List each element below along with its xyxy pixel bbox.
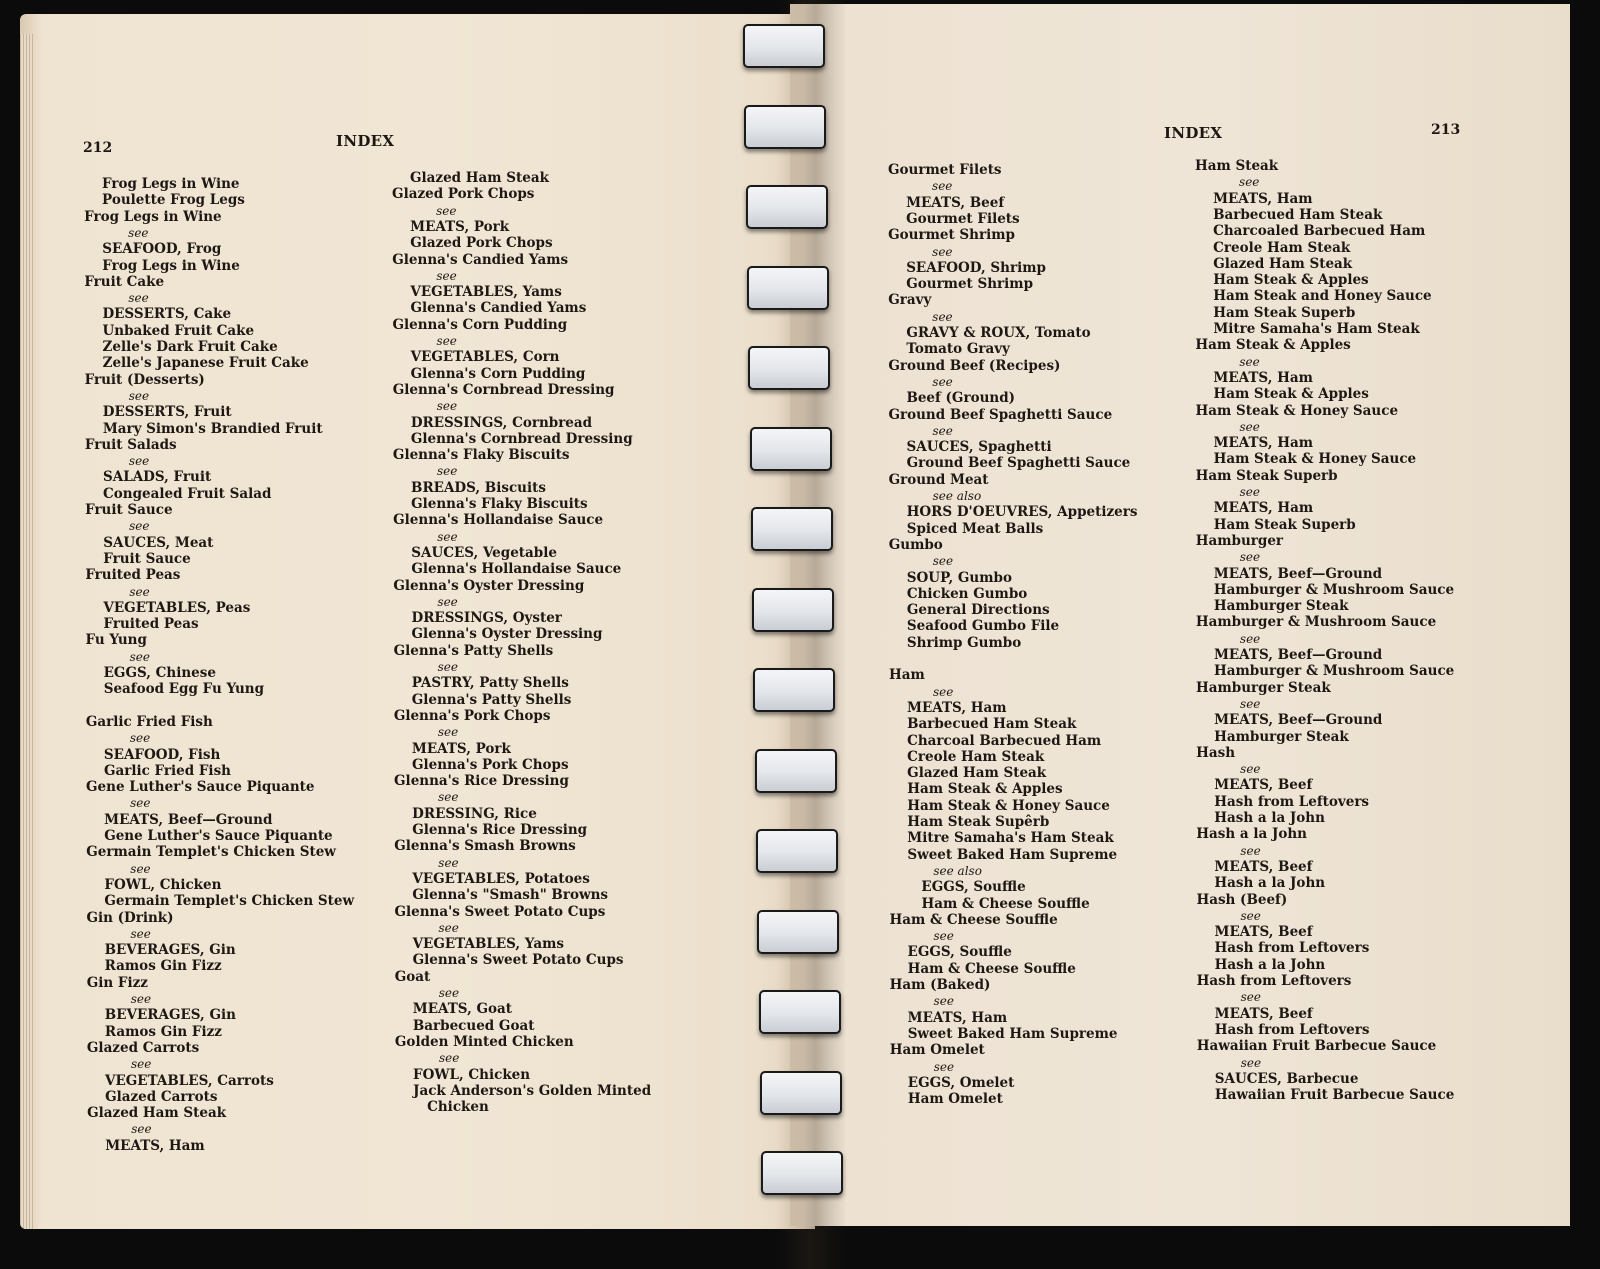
index-entry: Ground Beef Spaghetti Sauce [888, 406, 1113, 423]
see-reference-label: see [129, 649, 150, 664]
binding-ring [753, 668, 835, 712]
index-subentry: Glazed Pork Chops [410, 235, 553, 252]
index-subentry: MEATS, Goat [412, 1001, 512, 1018]
index-subentry: MEATS, Beef—Ground [1214, 712, 1383, 729]
index-entry: Ham (Baked) [889, 977, 991, 993]
index-subentry: DESSERTS, Fruit [102, 404, 232, 421]
see-reference-label: see [932, 374, 953, 389]
index-subentry: Ham & Cheese Souffle [907, 960, 1076, 977]
index-subentry: EGGS, Souffle [921, 879, 1026, 896]
index-subentry: Charcoal Barbecued Ham [907, 732, 1102, 749]
page-number: 212 [83, 140, 113, 156]
index-subentry: Fruited Peas [103, 616, 199, 633]
index-subentry: VEGETABLES, Carrots [105, 1072, 274, 1089]
index-subentry: MEATS, Beef [1214, 924, 1313, 941]
index-subentry: MEATS, Pork [410, 218, 510, 235]
see-reference-label: see [129, 584, 150, 599]
index-subentry: VEGETABLES, Potatoes [412, 870, 590, 887]
binding-ring [748, 346, 830, 390]
index-entry: Germain Templet's Chicken Stew [86, 844, 336, 861]
left-page [20, 14, 815, 1229]
index-entry: Frog Legs in Wine [84, 208, 222, 225]
index-subentry: PASTRY, Patty Shells [411, 675, 569, 692]
index-entry: Hash a la John [1196, 826, 1307, 843]
index-subentry: Barbecued Ham Steak [1213, 206, 1383, 223]
index-entry: Glenna's Hollandaise Sauce [393, 512, 604, 529]
index-subentry: Glazed Carrots [105, 1088, 218, 1105]
index-subentry: Charcoaled Barbecued Ham [1213, 223, 1426, 240]
index-subentry: Seafood Egg Fu Yung [103, 681, 265, 698]
index-subentry: Jack Anderson's Golden Minted [413, 1082, 652, 1099]
index-entry: Garlic Fried Fish [85, 713, 213, 730]
index-subentry: SEAFOOD, Fish [103, 746, 221, 763]
binding-ring [757, 910, 839, 954]
see-reference-label: see [438, 986, 460, 1000]
binding-ring [756, 829, 838, 873]
see-reference-label: see [436, 268, 457, 283]
index-entry: Glenna's Sweet Potato Cups [394, 903, 606, 920]
index-subentry: Shrimp Gumbo [906, 634, 1022, 651]
index-subentry: Hash from Leftovers [1214, 793, 1370, 810]
index-subentry: Zelle's Japanese Fruit Cake [102, 355, 309, 372]
see-reference-label: see [436, 399, 458, 414]
index-subentry: MEATS, Beef [1214, 777, 1313, 794]
index-entry: Gumbo [888, 536, 943, 553]
index-subentry: Creole Ham Steak [907, 748, 1045, 765]
index-subentry: Glenna's Oyster Dressing [411, 626, 603, 643]
index-entry: Gourmet Shrimp [888, 227, 1015, 244]
see-reference-label: see [437, 725, 459, 740]
binding-ring [750, 427, 832, 471]
index-subentry: Gourmet Filets [906, 210, 1020, 227]
index-subentry: MEATS, Ham [907, 699, 1007, 716]
index-entry: Gene Luther's Sauce Piquante [86, 779, 315, 796]
index-entry: Hamburger Steak [1196, 679, 1331, 696]
see-reference-label: see [932, 309, 953, 324]
index-subentry: MEATS, Beef [1214, 1005, 1313, 1022]
see-reference-label: see [437, 660, 459, 674]
see-reference-label: see [1240, 990, 1261, 1005]
index-subentry: Hamburger & Mushroom Sauce [1213, 663, 1455, 680]
index-subentry: Glenna's Corn Pudding [410, 365, 586, 382]
index-subentry: Glenna's Patty Shells [411, 691, 572, 708]
index-subentry: Mary Simon's Brandied Fruit [102, 420, 323, 437]
binding-ring [760, 1071, 842, 1115]
index-subentry: Unbaked Fruit Cake [102, 322, 255, 339]
index-entry: Hash from Leftovers [1196, 973, 1352, 989]
binding-ring [746, 185, 828, 229]
index-subentry: MEATS, Beef—Ground [104, 811, 273, 828]
index-subentry: Germain Templet's Chicken Stew [104, 893, 355, 910]
index-entry: Fu Yung [85, 632, 147, 649]
index-subentry: Mitre Samaha's Ham Steak [907, 830, 1114, 847]
index-subentry: Ramos Gin Fizz [104, 958, 222, 975]
index-subentry: Ham Steak & Apples [1213, 272, 1369, 289]
spiral-binding [755, 0, 865, 1269]
see-reference-label: see [932, 423, 953, 438]
index-subentry: Barbecued Goat [412, 1017, 535, 1034]
index-subentry: Gourmet Shrimp [906, 276, 1034, 293]
see-reference-label: see [437, 594, 458, 609]
binding-ring [755, 749, 837, 793]
see-reference-label: see [1239, 550, 1261, 565]
see-reference-label: see [128, 291, 149, 306]
index-subentry: MEATS, Beef [906, 194, 1005, 211]
index-subentry: Hash from Leftovers [1214, 1021, 1370, 1038]
index-subentry: Hamburger Steak [1214, 728, 1349, 745]
index-subentry: HORS D'OEUVRES, Appetizers [906, 504, 1138, 521]
see-reference-label: see [1239, 631, 1261, 646]
index-subentry: Sweet Baked Ham Supreme [907, 1025, 1118, 1042]
index-subentry: Glenna's Flaky Biscuits [411, 496, 588, 512]
see-reference-label: see [933, 684, 954, 699]
index-subentry: Ramos Gin Fizz [104, 1023, 222, 1040]
index-subentry: Hamburger Steak [1213, 598, 1349, 615]
see-reference-label: see [130, 926, 151, 941]
see-reference-label: see [130, 1057, 152, 1072]
see-reference-label: see [1240, 908, 1261, 923]
index-subentry: Ham Omelet [907, 1091, 1003, 1108]
index-entry: Golden Minted Chicken [394, 1033, 574, 1050]
see-reference-label: see [932, 179, 953, 194]
index-subentry: SOUP, Gumbo [906, 569, 1012, 586]
index-subentry: Ham Steak & Honey Sauce [907, 797, 1110, 814]
index-entry: Glazed Carrots [86, 1039, 200, 1056]
see-reference-label: see [933, 1059, 955, 1074]
index-subentry: Ground Beef Spaghetti Sauce [906, 455, 1131, 472]
binding-ring [752, 588, 834, 632]
index-subentry: Poulette Frog Legs [102, 192, 245, 209]
index-entry: Ham & Cheese Souffle [889, 911, 1058, 928]
see-reference-label: see [436, 464, 458, 479]
index-entry: Ground Beef (Recipes) [888, 357, 1061, 374]
index-subentry: SEAFOOD, Shrimp [906, 259, 1046, 276]
index-subentry: Ham Steak Superb [1213, 304, 1356, 321]
index-subentry: Ham Steak & Apples [1213, 386, 1369, 403]
index-subentry: SALADS, Fruit [102, 469, 212, 486]
index-subentry: SEAFOOD, Frog [102, 241, 222, 258]
index-subentry: Ham Steak & Honey Sauce [1213, 451, 1417, 468]
index-subentry: VEGETABLES, Peas [103, 599, 251, 616]
index-entry: Gin Fizz [86, 974, 148, 991]
index-subentry: Hash a la John [1214, 956, 1326, 973]
right-page [790, 4, 1570, 1226]
index-subentry: MEATS, Beef—Ground [1213, 647, 1383, 663]
index-entry: Glenna's Cornbread Dressing [392, 381, 615, 398]
see-reference-label: see [130, 796, 151, 811]
index-subentry: Seafood Gumbo File [906, 618, 1060, 635]
index-entry: Glenna's Flaky Biscuits [392, 447, 570, 464]
index-subentry: MEATS, Beef [1214, 858, 1313, 875]
index-subentry: SAUCES, Spaghetti [906, 439, 1052, 456]
index-subentry: Tomato Gravy [906, 341, 1010, 358]
see-reference-label: see [1240, 1055, 1262, 1070]
index-subentry: MEATS, Ham [1213, 435, 1314, 452]
binding-ring [759, 990, 841, 1034]
index-entry: Glenna's Patty Shells [393, 642, 554, 659]
index-subentry: EGGS, Omelet [907, 1074, 1015, 1091]
index-entry: Glenna's Oyster Dressing [393, 577, 585, 594]
binding-ring [761, 1151, 843, 1195]
see-reference-label: see [128, 454, 150, 469]
see-reference-label: see also [932, 489, 982, 503]
see-reference-label: see [932, 554, 954, 569]
index-subentry: VEGETABLES, Yams [412, 936, 565, 953]
index-subentry: EGGS, Chinese [103, 665, 216, 681]
see-reference-label: see [128, 225, 149, 240]
see-reference-label: see [436, 203, 457, 218]
index-subentry: SAUCES, Vegetable [411, 544, 557, 561]
index-entry: Fruit (Desserts) [84, 371, 205, 388]
see-reference-label: see also [933, 863, 982, 878]
index-subentry: DESSERTS, Cake [102, 306, 232, 323]
index-entry: Hash [1196, 744, 1236, 761]
index-subentry: Fruit Sauce [103, 550, 191, 567]
index-subentry: SAUCES, Barbecue [1214, 1070, 1359, 1087]
index-entry: Goat [394, 968, 431, 985]
index-subentry: BEVERAGES, Gin [104, 942, 236, 959]
index-subentry: Congealed Fruit Salad [103, 485, 272, 502]
index-subentry: Spiced Meat Balls [906, 520, 1044, 537]
index-subentry: Frog Legs in Wine [102, 176, 240, 192]
page-heading: INDEX [336, 132, 395, 150]
see-reference-label: see [933, 994, 954, 1009]
index-subentry: Ham Steak and Honey Sauce [1213, 288, 1432, 305]
index-subentry: EGGS, Souffle [907, 944, 1012, 961]
index-entry: Gourmet Filets [888, 162, 1002, 178]
index-subentry: MEATS, Ham [1213, 190, 1313, 207]
see-reference-label: see [1240, 843, 1261, 858]
index-subentry: BREADS, Biscuits [411, 479, 546, 496]
index-subentry: DRESSINGS, Cornbread [410, 414, 593, 431]
binding-ring [743, 24, 825, 68]
index-entry: Glenna's Smash Browns [394, 838, 576, 855]
index-subentry: Glazed Ham Steak [907, 765, 1047, 782]
index-subentry: MEATS, Beef—Ground [1213, 565, 1383, 582]
index-entry: Fruited Peas [85, 567, 181, 584]
binding-ring [744, 105, 826, 149]
see-reference-label: see [933, 929, 954, 944]
index-subentry: VEGETABLES, Corn [410, 349, 560, 366]
index-subentry: Hash a la John [1214, 810, 1325, 826]
index-entry: Fruit Salads [84, 436, 177, 453]
see-reference-label: see [129, 519, 150, 534]
index-subentry: Hamburger & Mushroom Sauce [1213, 581, 1455, 598]
index-entry: Ham Steak Superb [1195, 467, 1338, 484]
index-entry: Ham [888, 667, 925, 684]
index-entry: Glazed Pork Chops [392, 186, 535, 203]
index-entry: Glenna's Corn Pudding [392, 316, 568, 333]
page-number: 213 [1431, 122, 1461, 138]
index-entry: Ham Steak [1195, 158, 1279, 174]
index-subentry: Zelle's Dark Fruit Cake [102, 339, 278, 355]
index-entry: Glenna's Pork Chops [393, 707, 551, 724]
see-reference-label: see [1239, 419, 1260, 434]
binding-ring [747, 266, 829, 310]
see-reference-label: see [438, 920, 459, 935]
index-subentry: Glenna's Cornbread Dressing [410, 430, 633, 447]
index-subentry: BEVERAGES, Gin [104, 1007, 236, 1024]
page-heading: INDEX [1164, 124, 1223, 142]
index-entry: Ham Steak & Apples [1195, 337, 1351, 354]
index-entry: Glenna's Rice Dressing [394, 773, 569, 790]
see-reference-label: see [438, 855, 459, 870]
index-subentry: MEATS, Ham [907, 1009, 1008, 1026]
index-subentry: Glenna's Candied Yams [410, 300, 587, 317]
index-subentry: MEATS, Ham [1213, 500, 1314, 517]
index-entry: Gravy [888, 292, 932, 309]
index-subentry: MEATS, Pork [411, 740, 511, 757]
index-subentry: Glenna's Pork Chops [411, 756, 569, 773]
index-subentry: GRAVY & ROUX, Tomato [906, 325, 1091, 341]
index-entry: Glazed Ham Steak [87, 1105, 227, 1122]
see-reference-label: see [1240, 762, 1261, 777]
index-subentry: Hash from Leftovers [1214, 940, 1370, 957]
index-subentry: Frog Legs in Wine [102, 257, 240, 274]
page-edge [20, 34, 34, 1229]
index-subentry: Sweet Baked Ham Supreme [907, 846, 1118, 863]
see-reference-label: see [1239, 354, 1260, 369]
index-subentry: FOWL, Chicken [413, 1066, 531, 1083]
index-subentry: Hash a la John [1214, 875, 1326, 892]
index-entry: Fruit Cake [84, 273, 165, 290]
binding-ring [751, 507, 833, 551]
index-subentry: Glenna's Sweet Potato Cups [412, 952, 624, 969]
index-entry: Ground Meat [888, 471, 989, 488]
index-subentry: MEATS, Ham [1213, 369, 1313, 386]
index-subentry: DRESSINGS, Oyster [411, 610, 562, 627]
index-subentry: MEATS, Ham [105, 1137, 205, 1154]
index-entry: Hawaiian Fruit Barbecue Sauce [1196, 1038, 1437, 1055]
see-reference-label: see [438, 790, 459, 805]
index-subentry: Glazed Ham Steak [410, 170, 549, 186]
index-subentry: Ham Steak Superb [1213, 516, 1356, 533]
index-subentry: Ham Steak & Apples [907, 781, 1063, 798]
index-subentry: Garlic Fried Fish [103, 762, 231, 779]
see-reference-label: see [1240, 696, 1261, 711]
index-entry: Hamburger [1195, 532, 1284, 549]
index-subentry: SAUCES, Meat [103, 534, 214, 551]
see-reference-label: see [436, 334, 457, 348]
see-reference-label: see [130, 861, 151, 876]
index-entry: Glenna's Candied Yams [392, 251, 569, 268]
index-entry: Hamburger & Mushroom Sauce [1195, 614, 1437, 631]
index-entry: Ham Steak & Honey Sauce [1195, 402, 1399, 419]
index-subentry: Chicken Gumbo [906, 585, 1028, 602]
index-subentry: Beef (Ground) [906, 390, 1016, 407]
see-reference-label: see [1239, 175, 1260, 190]
see-reference-label: see [131, 1122, 152, 1137]
index-subentry: FOWL, Chicken [104, 876, 222, 893]
see-reference-label: see [129, 731, 151, 746]
index-subentry: Chicken [427, 1099, 489, 1116]
index-subentry: Creole Ham Steak [1213, 239, 1351, 256]
index-subentry: DRESSING, Rice [412, 805, 537, 822]
see-reference-label: see [437, 529, 458, 544]
index-subentry: Hawaiian Fruit Barbecue Sauce [1214, 1087, 1455, 1104]
index-entry: Ham Omelet [889, 1042, 985, 1059]
see-reference-label: see [438, 1051, 460, 1066]
index-subentry: Gene Luther's Sauce Piquante [104, 828, 333, 844]
index-subentry: Ham Steak Supêrb [907, 814, 1050, 830]
index-subentry: Mitre Samaha's Ham Steak [1213, 321, 1420, 337]
see-reference-label: see [932, 244, 953, 259]
index-subentry: VEGETABLES, Yams [410, 284, 562, 301]
index-subentry: Ham & Cheese Souffle [921, 895, 1090, 912]
see-reference-label: see [1239, 485, 1260, 499]
index-entry: Gin (Drink) [86, 909, 174, 926]
index-entry: Hash (Beef) [1196, 891, 1288, 908]
see-reference-label: see [130, 992, 152, 1006]
index-entry: Fruit Sauce [85, 502, 173, 518]
index-subentry: Glenna's Hollandaise Sauce [411, 561, 622, 578]
see-reference-label: see [128, 388, 150, 403]
index-subentry: Glenna's "Smash" Browns [412, 887, 608, 904]
index-subentry: Barbecued Ham Steak [907, 716, 1077, 733]
index-subentry: General Directions [906, 602, 1050, 619]
index-subentry: Glazed Ham Steak [1213, 255, 1353, 272]
index-subentry: Glenna's Rice Dressing [412, 822, 588, 838]
